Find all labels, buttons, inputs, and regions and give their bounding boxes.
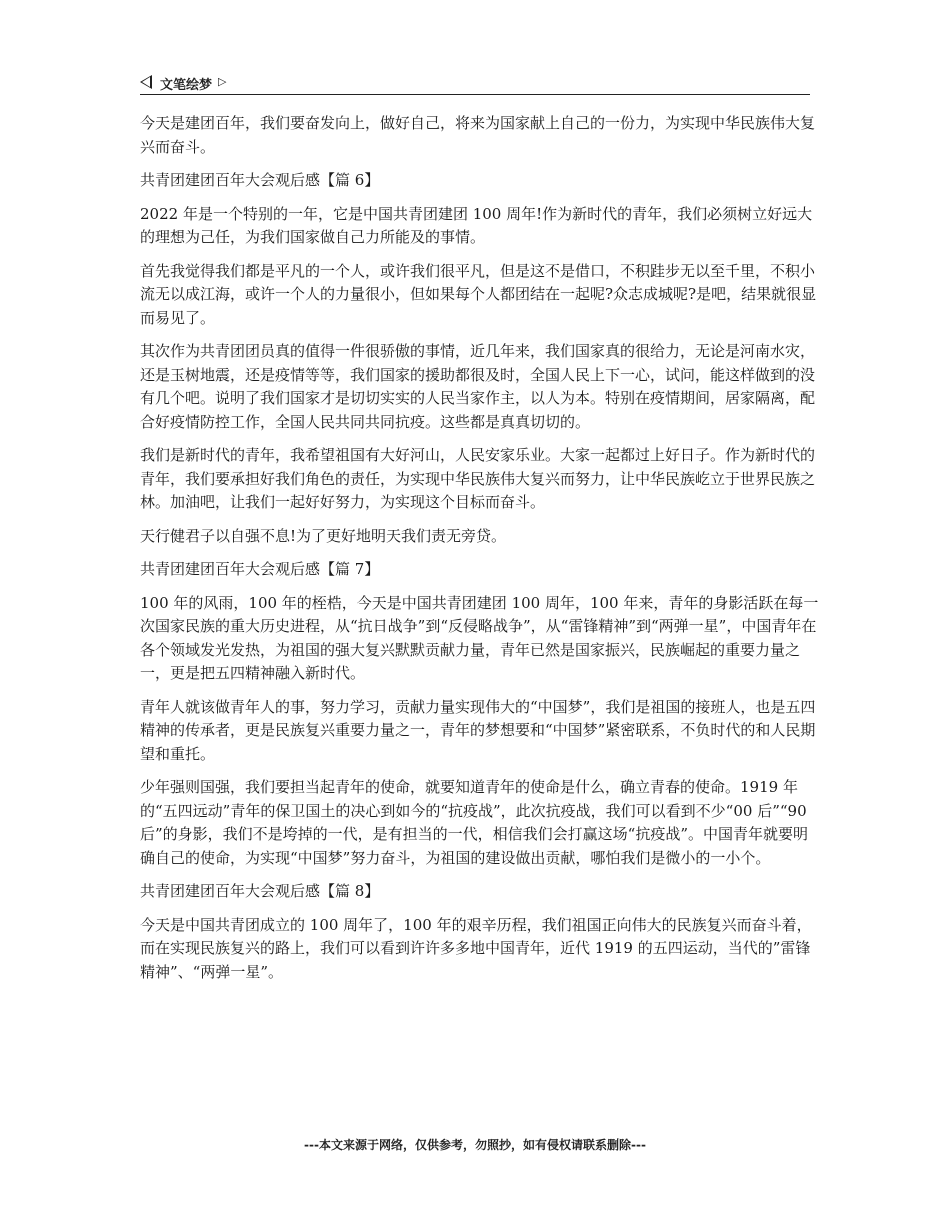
document-body	[140, 112, 820, 994]
paragraph: 2022 年是一个特别的一年，它是中国共青团建团 100 周年!作为新时代的青年，我们必须树立好远大的理想为己任，为我们国家做自己力所能及的事情。	[140, 204, 813, 246]
paragraph: 天行健君子以自强不息!为了更好地明天我们责无旁贷。	[140, 526, 507, 545]
section-heading: 共青团建团百年大会观后感【篇 8】	[140, 882, 380, 900]
paragraph: 我们是新时代的青年，我希望祖国有大好河山，人民安家乐业。大家一起都过上好日子。作为新时代的青年，我们要承担好我们角色的责任，为实现中华民族伟大复兴而努力，让中华民族屹立于世界民族之林。加油吧，让我们一起好好努力，为实现这个目标而奋斗。	[140, 446, 816, 511]
paragraph: 青年人就该做青年人的事，努力学习，贡献力量实现伟大的“中国梦”，我们是祖国的接班人，也是五四精神的传承者，更是民族复兴重要力量之一，青年的梦想要和“中国梦”紧密联系，不负时代的和人民期望和重托。	[140, 697, 816, 763]
paragraph: 今天是建团百年，我们要奋发向上，做好自己，将来为国家献上自己的一份力，为实现中华民族伟大复兴而奋斗。	[140, 114, 816, 156]
paragraph: 首先我觉得我们都是平凡的一个人，或许我们很平凡，但是这不是借口，不积跬步无以至千里，不积小流无以成江海，或许一个人的力量很小，但如果每个人都团结在一起呢?众志成城呢?是吧，结果就很显而易见了。	[140, 261, 817, 327]
paragraph: 今天是中国共青团成立的 100 周年了，100 年的艰辛历程，我们祖国正向伟大的民族复兴而奋斗着，而在实现民族复兴的路上，我们可以看到许许多多地中国青年，近代 1919 的五四运动，当代的”雷锋精神”、“两弹一星”。	[140, 915, 812, 981]
triangle-right-icon: ▷	[218, 74, 227, 88]
paragraph: 100 年的风雨，100 年的桎梏，今天是中国共青团建团 100 周年，100 年来，青年的身影活跃在每一次国家民族的重大历史进程，从“抗日战争”到“反侵略战争”，从“雷锋精神”到“两弹一星”，中国青年在各个领域发光发热，为祖国的强大复兴默默贡献力量，青年已然是国家振兴，民族崛起的重要力量之一，更是把五四精神融入新时代。	[140, 593, 819, 682]
paragraph: 少年强则国强，我们要担当起青年的使命，就要知道青年的使命是什么，确立青春的使命。1919 年的“五四远动”青年的保卫国土的决心到如今的“抗疫战”，此次抗疫战，我们可以看到不少“00 后”“90 后”的身影，我们不是垮掉的一代，是有担当的一代，相信我们会打赢这场“抗疫战”。中国青年就要明确自己的使命，为实现“中国梦”努力奋斗，为祖国的建设做出贡献，哪怕我们是微小的一小个。	[140, 778, 809, 867]
paragraph: 其次作为共青团团员真的值得一件很骄傲的事情，近几年来，我们国家真的很给力，无论是河南水灾，还是玉树地震，还是疫情等等，我们国家的援助都很及时，全国人民上下一心，试问，能这样做到的没有几个吧。说明了我们国家才是切切实实的人民当家作主，以人为本。特别在疫情期间，居家隔离，配合好疫情防控工作，全国人民共同共同抗疫。这些都是真真切切的。	[140, 342, 816, 431]
page-header	[140, 72, 810, 95]
section-heading: 共青团建团百年大会观后感【篇 6】	[140, 171, 380, 189]
header-title: 文笔绘梦	[160, 77, 213, 93]
footer-disclaimer: ---本文来源于网络，仅供参考，勿照抄，如有侵权请联系删除---	[304, 1138, 646, 1152]
triangle-left-icon	[140, 75, 152, 89]
section-heading: 共青团建团百年大会观后感【篇 7】	[140, 560, 380, 578]
